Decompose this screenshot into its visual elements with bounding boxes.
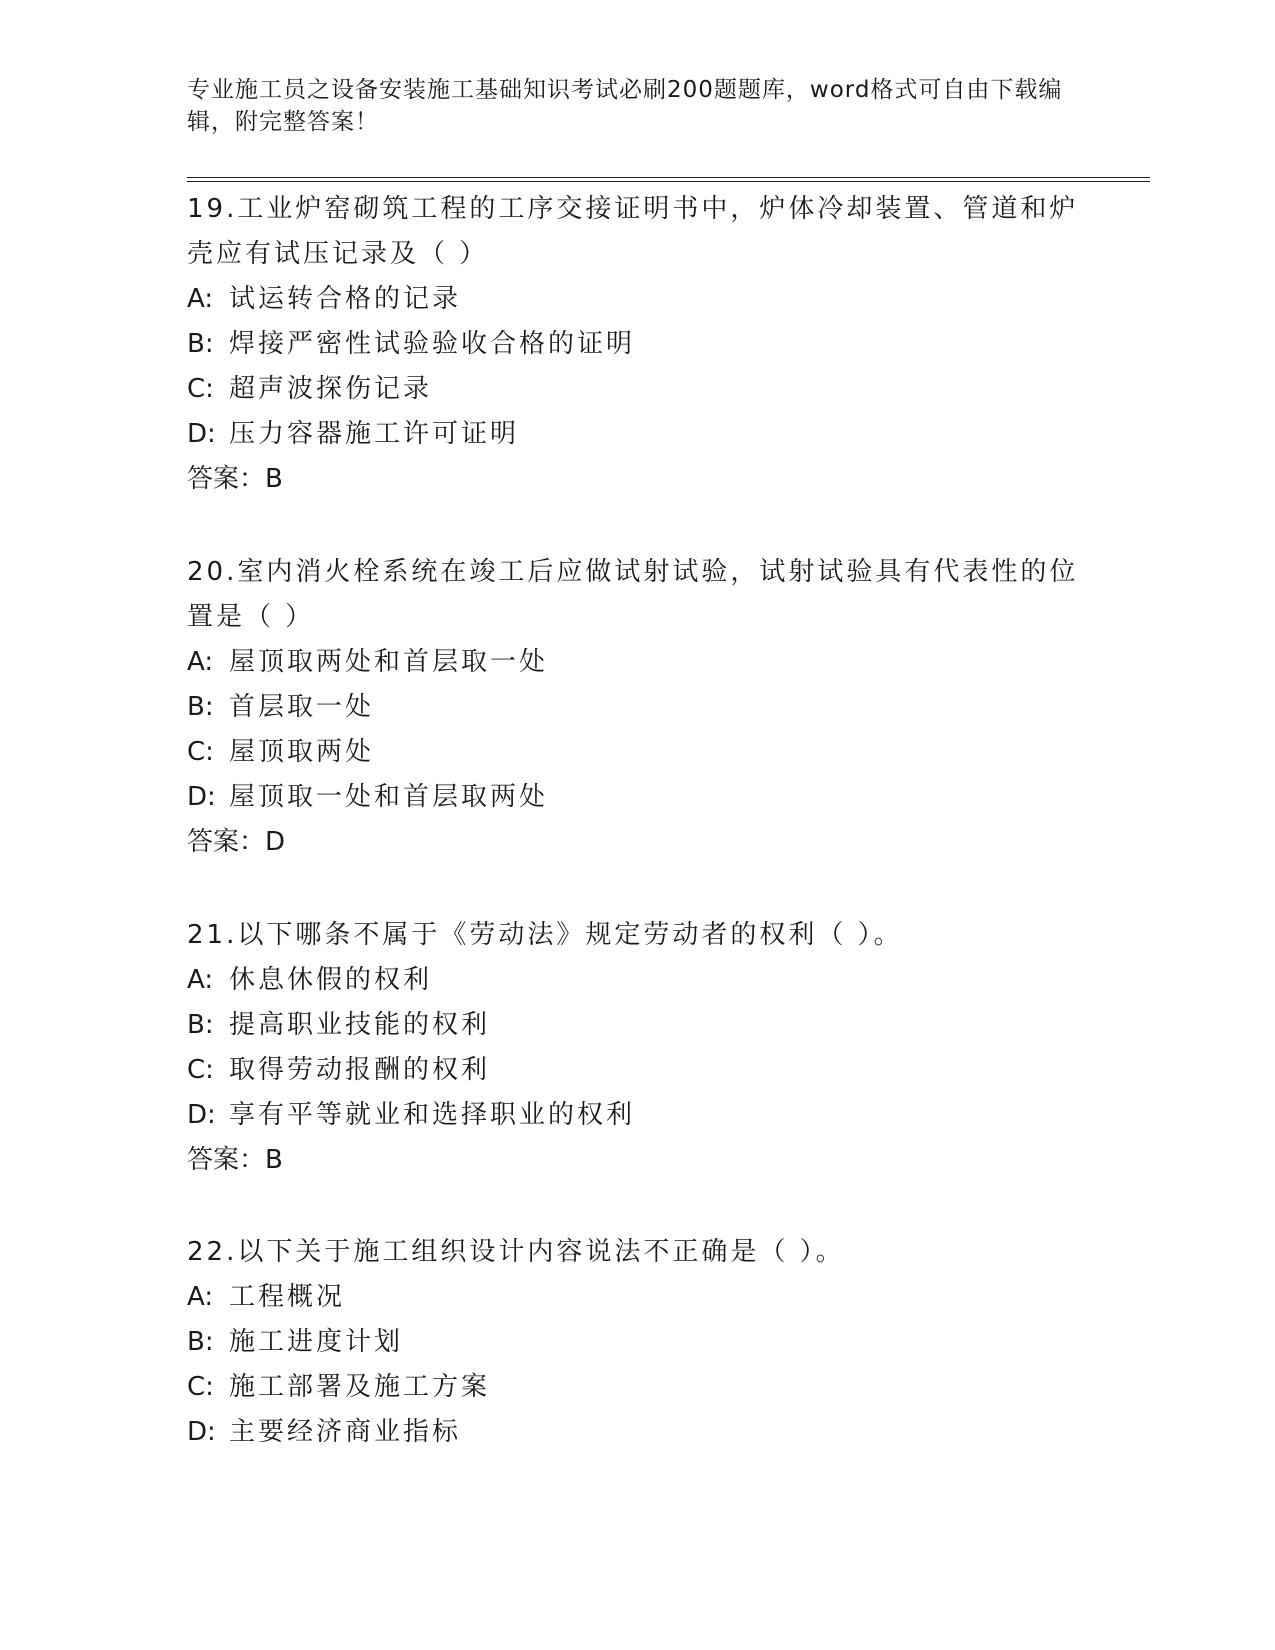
option-text: 焊接严密性试验验收合格的证明 xyxy=(229,329,636,359)
option-text: 试运转合格的记录 xyxy=(229,284,462,314)
option-text: 屋顶取两处 xyxy=(229,737,375,767)
option-letter: C: xyxy=(187,1055,214,1085)
option-b xyxy=(187,1320,1087,1365)
option-text: 首层取一处 xyxy=(229,692,375,722)
option-text: 屋顶取两处和首层取一处 xyxy=(229,647,549,677)
option-c xyxy=(187,367,1087,412)
question-block xyxy=(187,1230,1087,1455)
question-block xyxy=(187,187,1087,502)
option-d xyxy=(187,775,1087,820)
document-header: 专业施工员之设备安装施工基础知识考试必刷200题题库，word格式可自由下载编辑，附完整答案！ xyxy=(187,77,1063,135)
option-letter: A: xyxy=(187,1282,214,1312)
option-text: 施工进度计划 xyxy=(229,1327,404,1357)
option-letter: B: xyxy=(187,1327,214,1357)
option-d xyxy=(187,412,1087,457)
header-divider xyxy=(187,177,1150,182)
option-letter: C: xyxy=(187,1372,214,1402)
option-a xyxy=(187,1275,1087,1320)
option-a xyxy=(187,640,1087,685)
question-text: 20.室内消火栓系统在竣工后应做试射试验，试射试验具有代表性的位置是（ ） xyxy=(187,557,1079,632)
option-a xyxy=(187,958,1087,1003)
option-text: 压力容器施工许可证明 xyxy=(229,419,520,449)
question-text: 19.工业炉窑砌筑工程的工序交接证明书中，炉体冷却装置、管道和炉壳应有试压记录及（ ） xyxy=(187,194,1079,269)
option-text: 施工部署及施工方案 xyxy=(229,1372,491,1402)
option-text: 屋顶取一处和首层取两处 xyxy=(229,782,549,812)
question-text: 21.以下哪条不属于《劳动法》规定劳动者的权利（ ）。 xyxy=(187,920,903,950)
option-a xyxy=(187,277,1087,322)
option-d xyxy=(187,1410,1087,1455)
option-text: 超声波探伤记录 xyxy=(229,374,433,404)
option-letter: D: xyxy=(187,782,216,812)
question-block xyxy=(187,913,1087,1183)
question-block xyxy=(187,550,1087,865)
option-letter: A: xyxy=(187,965,214,995)
option-letter: B: xyxy=(187,1010,214,1040)
option-text: 休息休假的权利 xyxy=(229,965,433,995)
answer-line: 答案：B xyxy=(187,464,283,494)
option-c xyxy=(187,730,1087,775)
option-d xyxy=(187,1093,1087,1138)
option-text: 取得劳动报酬的权利 xyxy=(229,1055,491,1085)
option-c xyxy=(187,1365,1087,1410)
option-text: 享有平等就业和选择职业的权利 xyxy=(229,1100,636,1130)
option-letter: B: xyxy=(187,329,214,359)
option-letter: D: xyxy=(187,1100,216,1130)
option-letter: B: xyxy=(187,692,214,722)
option-text: 工程概况 xyxy=(229,1282,346,1312)
option-letter: C: xyxy=(187,737,214,767)
option-letter: D: xyxy=(187,419,216,449)
option-letter: A: xyxy=(187,284,214,314)
option-letter: D: xyxy=(187,1417,216,1447)
question-text: 22.以下关于施工组织设计内容说法不正确是（ ）。 xyxy=(187,1237,845,1267)
answer-line: 答案：D xyxy=(187,827,286,857)
option-c xyxy=(187,1048,1087,1093)
option-b xyxy=(187,322,1087,367)
answer-line: 答案：B xyxy=(187,1145,283,1175)
option-b xyxy=(187,685,1087,730)
option-text: 主要经济商业指标 xyxy=(229,1417,462,1447)
option-b xyxy=(187,1003,1087,1048)
option-text: 提高职业技能的权利 xyxy=(229,1010,491,1040)
option-letter: A: xyxy=(187,647,214,677)
option-letter: C: xyxy=(187,374,214,404)
